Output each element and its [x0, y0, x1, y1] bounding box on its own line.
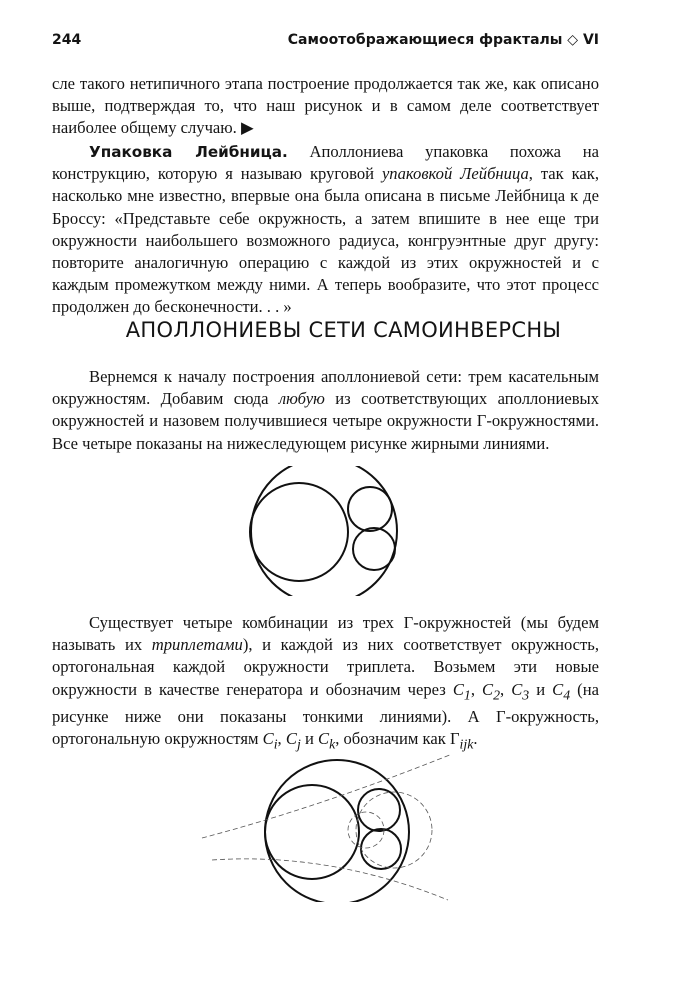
page-number: 244	[52, 32, 82, 48]
large-gamma-circle	[265, 785, 359, 879]
math-gamma-ijk: $\Gamma_{ijk}$	[449, 729, 474, 752]
page-header	[52, 32, 599, 54]
paragraph-text: , так как, насколько мне известно, впервые она была описана в письме Лейбница к де Броссу: «Представьте себе окружность, а затем впишите в нее еще три окружности наибольшего возможного радиуса, конгруэнтные друг другу: повторите аналогичную операцию с каждой из этих окружностей и с каждым промежутком между ними. А теперь вообразите, что этот процесс продолжен до бесконечности. . . »	[52, 164, 599, 317]
math-cj: $C_j$	[285, 729, 301, 752]
figure-gamma-circles	[244, 466, 404, 596]
math-c4: $C_4$	[552, 679, 571, 702]
generator-circle-c1	[202, 754, 452, 838]
paragraph-text: Вернемся к началу построения аполлониевой сети: трем касательным окружностям. Добавим сюда	[52, 367, 599, 409]
paragraph-gamma-circles	[52, 366, 599, 455]
end-of-proof-marker: ▶	[241, 118, 254, 138]
emphasized-term: триплетами	[151, 635, 243, 655]
large-gamma-circle	[250, 483, 348, 581]
paragraph-leibniz-packing	[52, 141, 599, 319]
generator-circle-c3	[356, 792, 432, 868]
paragraph-text: ), и каждой из них соответствует окружность, ортогональная каждой окружности триплета. Возьмем эти новые окружности в качестве генератора и обозначим через	[52, 635, 599, 699]
math-ci: $C_i$	[262, 729, 278, 752]
paragraph-text: сле такого нетипичного этапа построение продолжается так же, как описано выше, подтверждая то, что наш рисунок и в самом деле соответствует наиболее общему случаю.	[52, 74, 599, 138]
running-title: Самоотображающиеся фракталы ◇ VI	[287, 32, 599, 48]
run-in-heading: Упаковка Лейбница.	[89, 143, 288, 161]
generator-circle-c2	[212, 859, 448, 900]
math-c2: $C_2$	[482, 679, 500, 702]
paragraph-continuation	[52, 73, 599, 140]
paragraph-text: (на рисунке ниже они показаны тонкими линиями). А Г-окружность, ортогональную окружностям	[52, 679, 599, 749]
math-c1: $C_1$	[452, 679, 471, 702]
section-title: АПОЛЛОНИЕВЫ СЕТИ САМОИНВЕРСНЫ	[125, 318, 562, 342]
lower-small-gamma-circle	[353, 528, 395, 570]
emphasized-term: упаковкой Лейбница	[381, 164, 529, 184]
paragraph-text: из соответствующих аполлониевых окружностей и назовем получившиеся четыре окружности Г-окружностями. Все четыре показаны на нижеследующем рисунке жирными линиями.	[52, 389, 600, 453]
upper-small-gamma-circle	[348, 487, 392, 531]
paragraph-triplets: Существует четыре комбинации из трех Г-окружностей (мы будем называть их триплетами), и каждой из них соответствует окружность, ортогональная каждой окружности триплета. Возьмем эти новые окружности в качестве генератора и обозначим через $C_1$, $C_2$, $C_3$ и $C_4$ (на рисунке ниже они показаны тонкими линиями). А Г-окружность, ортогональную окружностям $C_i$, $C_j$ и $C_k$, обозначим как $\Gamma_{ijk}$.	[52, 613, 599, 752]
paragraph-text: Существует четыре комбинации из трех Г-окружностей (мы будем называть их	[52, 613, 599, 655]
math-c3: $C_3$	[511, 679, 530, 702]
emphasized-term: любую	[278, 389, 325, 409]
paragraph-text: Аполлониева упаковка похожа на конструкцию, которую я называю круговой	[52, 142, 599, 184]
figure-generator-circles	[200, 752, 460, 902]
lower-small-gamma-circle	[361, 829, 401, 869]
math-ck: $C_k$	[317, 729, 336, 752]
